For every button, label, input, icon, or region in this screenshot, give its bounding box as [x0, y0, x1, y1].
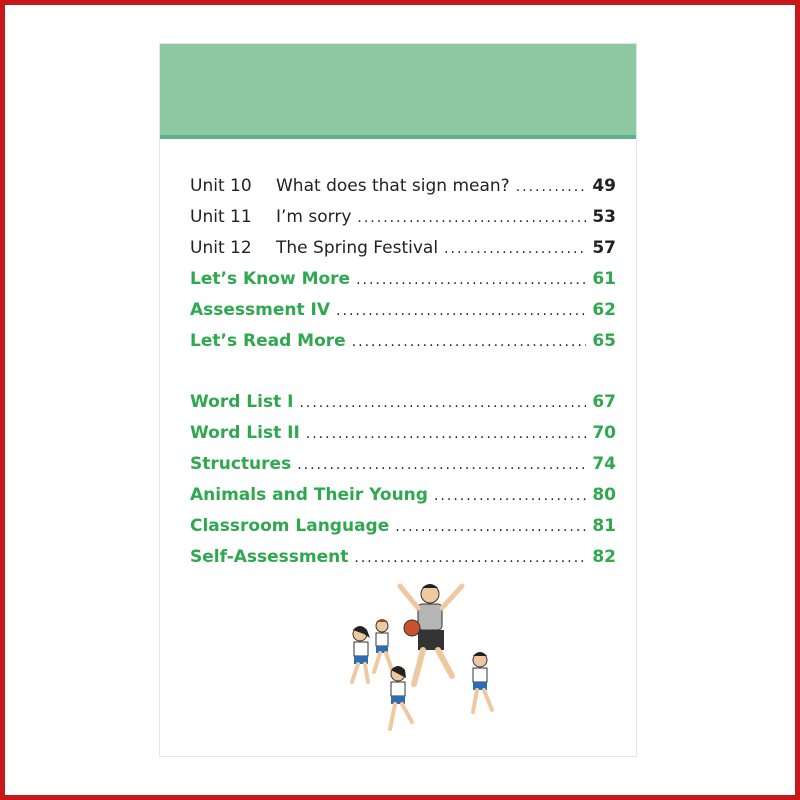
page-number: 62	[592, 300, 616, 320]
page-number: 70	[592, 423, 616, 443]
page-number: 53	[592, 207, 616, 227]
leader-dots	[336, 296, 586, 327]
section-title: Structures	[190, 454, 292, 474]
section-title: Animals and Their Young	[190, 485, 428, 505]
section-gap	[190, 357, 616, 387]
toc-row-unit-11[interactable]	[190, 202, 616, 233]
leader-dots	[444, 234, 586, 265]
page-number: 67	[592, 392, 616, 412]
unit-label: Unit 12	[190, 238, 252, 258]
toc-row-structures[interactable]	[190, 449, 616, 480]
toc-row-unit-12[interactable]	[190, 233, 616, 264]
leader-dots	[516, 172, 586, 203]
page-number: 80	[592, 485, 616, 505]
unit-title: The Spring Festival	[276, 238, 439, 258]
section-title: Let’s Read More	[190, 331, 346, 351]
toc-row-lets-read-more[interactable]	[190, 326, 616, 357]
page-number: 81	[592, 516, 616, 536]
children-playing-basketball-illustration	[330, 564, 520, 744]
section-title: Assessment IV	[190, 300, 331, 320]
unit-label: Unit 11	[190, 207, 252, 227]
toc-row-lets-know-more[interactable]	[190, 264, 616, 295]
leader-dots	[306, 419, 586, 450]
page-number: 74	[592, 454, 616, 474]
toc-row-word-list-ii[interactable]	[190, 418, 616, 449]
toc-row-assessment-iv[interactable]	[190, 295, 616, 326]
section-title: Word List II	[190, 423, 300, 443]
leader-dots	[299, 388, 586, 419]
leader-dots	[434, 481, 586, 512]
leader-dots	[356, 265, 586, 296]
page-number: 82	[592, 547, 616, 567]
page-number: 57	[592, 238, 616, 258]
section-title: Word List I	[190, 392, 294, 412]
unit-title: What does that sign mean?	[276, 176, 510, 196]
leader-dots	[352, 327, 586, 358]
toc-row-unit-10[interactable]	[190, 171, 616, 202]
table-of-contents	[190, 171, 616, 573]
page-number: 49	[592, 176, 616, 196]
leader-dots	[357, 203, 586, 234]
page-number: 61	[592, 269, 616, 289]
leader-dots	[395, 512, 586, 543]
leader-dots	[297, 450, 586, 481]
section-title: Let’s Know More	[190, 269, 351, 289]
unit-label: Unit 10	[190, 176, 252, 196]
header-band	[160, 44, 636, 139]
unit-title: I’m sorry	[276, 207, 352, 227]
section-title: Classroom Language	[190, 516, 390, 536]
book-page	[160, 44, 636, 756]
page-number: 65	[592, 331, 616, 351]
toc-row-word-list-i[interactable]	[190, 387, 616, 418]
toc-row-classroom-language[interactable]	[190, 511, 616, 542]
section-title: Self-Assessment	[190, 547, 349, 567]
toc-row-animals-and-their-young[interactable]	[190, 480, 616, 511]
